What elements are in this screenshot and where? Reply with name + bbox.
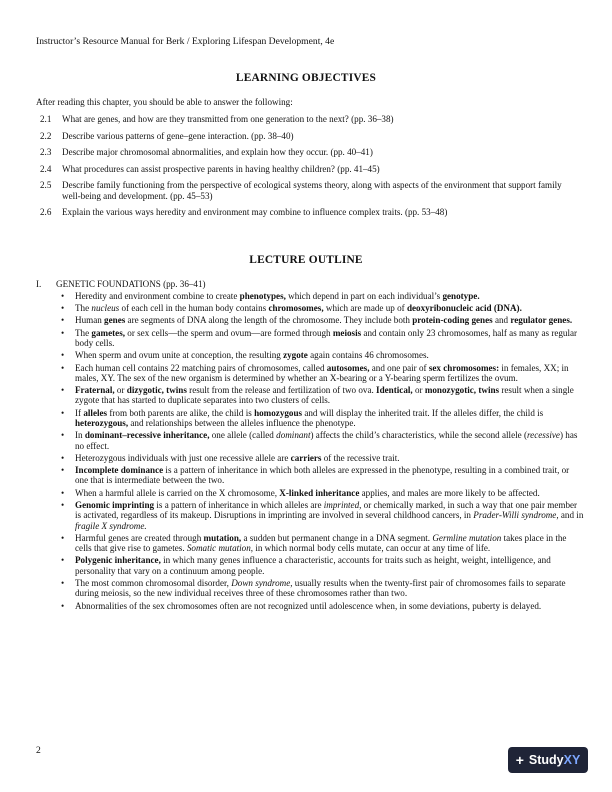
bullet-text: Human bbox=[75, 315, 105, 326]
outline-bullet bbox=[61, 500, 584, 531]
bullet-text: is a pattern of inheritance in which alleles are bbox=[154, 499, 324, 510]
key-term: zygote bbox=[283, 350, 308, 361]
key-term: mutation, bbox=[203, 532, 242, 543]
bullet-text: The bbox=[75, 303, 92, 314]
bullet-text: usually results when the twenty-first pair of chromosomes fails to separate during meiosis, so the new individual receives three of these chromosomes rather than two. bbox=[75, 577, 566, 599]
bullet-text: takes place in the cells that give rise to gametes. bbox=[75, 532, 567, 554]
italic-term: Down syndrome, bbox=[231, 577, 293, 588]
objective-number: 2.2 bbox=[40, 130, 52, 141]
objective-item bbox=[40, 147, 580, 157]
key-term: homozygous bbox=[254, 407, 303, 418]
page-number: 2 bbox=[36, 745, 41, 756]
key-term: Incomplete dominance bbox=[75, 465, 164, 476]
key-term: genotype. bbox=[442, 291, 480, 301]
bullet-text: and bbox=[492, 315, 511, 326]
bullet-text: and one pair of bbox=[369, 362, 429, 373]
key-term: sex chromosomes: bbox=[428, 362, 500, 373]
italic-term: fragile X syndrome. bbox=[75, 520, 147, 531]
bullet-text: When sperm and ovum unite at conception, the resulting bbox=[75, 350, 284, 361]
bullet-text: ) has no effect. bbox=[75, 430, 578, 451]
key-term: autosomes, bbox=[326, 362, 370, 373]
bullet-text: which depend in part on each individual’s bbox=[285, 291, 443, 301]
key-term: chromosomes, bbox=[268, 303, 324, 314]
bullet-text: is a pattern of inheritance in which both alleles are expressed in the phenotype, resulting in a combined trait, or one that is intermediate between the two. bbox=[75, 465, 570, 486]
bullet-text: and contain only 23 chromosomes, half as many as regular body cells. bbox=[75, 327, 578, 349]
outline-bullet bbox=[61, 350, 584, 360]
section-roman-numeral: I. bbox=[36, 279, 42, 289]
objective-item bbox=[40, 207, 580, 217]
outline-bullet bbox=[61, 385, 584, 406]
bullet-text: and in bbox=[558, 510, 584, 521]
key-term: gametes, bbox=[91, 327, 126, 338]
objective-number: 2.5 bbox=[40, 180, 52, 191]
bullet-text: of each cell in the human body contains bbox=[119, 303, 269, 314]
bullet-text: in females, XX; in males, XY. The sex of the new organism is determined by whether an X-bearing or a Y-bearing sperm fertilizes the ovum. bbox=[75, 362, 569, 383]
objective-text: What procedures can assist prospective parents in having healthy children? (pp. 41–45) bbox=[62, 163, 380, 174]
bullet-text: If bbox=[75, 407, 84, 418]
bullet-text: In bbox=[75, 430, 85, 441]
outline-bullet bbox=[61, 601, 584, 611]
key-term: regulator genes. bbox=[510, 315, 573, 326]
outline-bullet bbox=[61, 430, 584, 451]
outline-bullet bbox=[61, 328, 584, 349]
objective-text: Describe major chromosomal abnormalities, and explain how they occur. (pp. 40–41) bbox=[62, 147, 373, 158]
key-term: genes bbox=[104, 315, 126, 326]
bullet-text: of the recessive trait. bbox=[321, 452, 400, 463]
bullet-text: and relationships between the alleles influence the phenotype. bbox=[128, 418, 356, 429]
objectives-intro: After reading this chapter, you should be able to answer the following: bbox=[36, 97, 293, 107]
objective-number: 2.3 bbox=[40, 147, 52, 158]
objective-text: Describe various patterns of gene–gene interaction. (pp. 38–40) bbox=[62, 130, 294, 141]
italic-term: Germline mutation bbox=[432, 532, 502, 543]
bullet-text: again contains 46 chromosomes. bbox=[307, 350, 429, 361]
outline-bullet bbox=[61, 303, 584, 313]
italic-term: dominant bbox=[276, 430, 311, 441]
outline-bullet-list bbox=[61, 291, 584, 611]
italic-term: imprinted, bbox=[323, 499, 362, 510]
objective-item bbox=[40, 164, 580, 174]
italic-term: recessive bbox=[526, 430, 560, 441]
bullet-text: The bbox=[75, 327, 92, 338]
objective-text: Explain the various ways heredity and environment may combine to influence complex traits. (pp. 53–48) bbox=[62, 207, 448, 218]
learning-objectives-title: LEARNING OBJECTIVES bbox=[235, 72, 377, 84]
objective-item bbox=[40, 131, 580, 141]
bullet-text: Harmful genes are created through bbox=[75, 532, 204, 543]
italic-term: Somatic mutation, bbox=[186, 543, 254, 554]
bullet-text: and will display the inherited trait. If the alleles differ, the child is bbox=[302, 407, 544, 418]
section-heading bbox=[36, 279, 584, 289]
bullet-text: called bbox=[252, 430, 274, 441]
brand-main: Study bbox=[528, 753, 564, 767]
key-term: carriers bbox=[290, 452, 322, 463]
outline-section bbox=[36, 279, 584, 613]
objective-number: 2.6 bbox=[40, 207, 52, 218]
brand-accent: XY bbox=[563, 753, 581, 767]
outline-bullet bbox=[61, 533, 584, 554]
bullet-text: or chemically marked, in such a way that one pair member is activated, regardless of its makeup. Disruptions in imprinting are involved in several childhood cancers, in bbox=[75, 499, 578, 521]
key-term: Genomic imprinting bbox=[75, 499, 155, 510]
bullet-text: applies, and males are more likely to be affected. bbox=[359, 487, 540, 498]
objective-number: 2.4 bbox=[40, 163, 52, 174]
bullet-text: ) affects the child’s characteristics, while the second allele ( bbox=[310, 430, 527, 441]
outline-bullet bbox=[61, 363, 584, 384]
italic-term: nucleus bbox=[91, 303, 120, 314]
key-term: monozygotic, twins bbox=[424, 385, 500, 396]
section-title: GENETIC FOUNDATIONS (pp. 36–41) bbox=[56, 279, 206, 289]
bullet-text: The most common chromosomal disorder, bbox=[75, 577, 232, 588]
outline-bullet bbox=[61, 578, 584, 599]
bullet-text: or bbox=[412, 385, 425, 396]
bullet-text: one allele ( bbox=[209, 430, 253, 441]
key-term: deoxyribonucleic acid (DNA). bbox=[406, 303, 522, 314]
key-term: Fraternal, bbox=[75, 385, 115, 396]
objective-number: 2.1 bbox=[40, 114, 52, 124]
running-head: Instructor’s Resource Manual for Berk / Exploring Lifespan Development, 4e bbox=[36, 36, 335, 47]
lecture-outline-title: LECTURE OUTLINE bbox=[249, 254, 363, 266]
objective-item bbox=[40, 180, 580, 201]
bullet-text: Each human cell contains 22 matching pairs of chromosomes, called bbox=[75, 362, 327, 373]
objective-text: What are genes, and how are they transmitted from one generation to the next? (pp. 36–38) bbox=[62, 114, 394, 124]
bullet-text: a sudden but permanent change in a DNA segment. bbox=[241, 532, 433, 543]
bullet-text: Abnormalities of the sex chromosomes often are not recognized until adolescence when, in some deviations, puberty is delayed. bbox=[75, 600, 542, 611]
outline-bullet bbox=[61, 315, 584, 325]
bullet-text: in which normal body cells mutate, can occur at any time of life. bbox=[253, 543, 491, 554]
outline-bullet bbox=[61, 555, 584, 576]
objective-item bbox=[40, 114, 580, 124]
outline-bullet bbox=[61, 408, 584, 429]
key-term: dominant–recessive inheritance, bbox=[84, 430, 210, 441]
bullet-text: are segments of DNA along the length of the chromosome. They include both bbox=[125, 315, 413, 326]
plus-icon: + bbox=[515, 752, 524, 768]
bullet-text: result when a single zygote that has started to duplicate separates into two clusters of cells. bbox=[75, 385, 574, 406]
bullet-text: When a harmful allele is carried on the X chromosome, bbox=[75, 487, 280, 498]
key-term: Polygenic inheritance, bbox=[75, 555, 161, 566]
bullet-text: Heterozygous individuals with just one recessive allele are bbox=[75, 452, 291, 463]
bullet-text: Heredity and environment combine to create bbox=[75, 291, 240, 301]
key-term: heterozygous, bbox=[75, 418, 129, 429]
outline-bullet bbox=[61, 291, 584, 301]
key-term: X-linked inheritance bbox=[279, 487, 360, 498]
key-term: alleles bbox=[83, 407, 108, 418]
key-term: meiosis bbox=[332, 327, 362, 338]
bullet-text: in which many genes influence a characteristic, accounts for traits such as height, weight, intelligence, and personality that vary on a continuum among people. bbox=[75, 555, 551, 576]
bullet-text: which are made up of bbox=[323, 303, 407, 314]
key-term: phenotypes, bbox=[239, 291, 286, 301]
outline-bullet bbox=[61, 453, 584, 463]
bullet-text: result from the release and fertilization of two ova. bbox=[186, 385, 377, 396]
outline-bullet bbox=[61, 488, 584, 498]
bullet-text: or bbox=[114, 385, 127, 396]
bullet-text: from both parents are alike, the child is bbox=[107, 407, 255, 418]
outline-bullet bbox=[61, 465, 584, 486]
key-term: Identical, bbox=[376, 385, 413, 396]
studyxy-logo[interactable] bbox=[508, 747, 588, 773]
objective-text: Describe family functioning from the perspective of ecological systems theory, along with aspects of the environment that support family well-being and development. (pp. 45–53) bbox=[62, 180, 562, 201]
bullet-text: or sex cells—the sperm and ovum—are formed through bbox=[125, 327, 333, 338]
key-term: protein-coding genes bbox=[412, 315, 493, 326]
key-term: dizygotic, twins bbox=[126, 385, 187, 396]
italic-term: Prader-Willi syndrome, bbox=[473, 510, 559, 521]
objectives-list bbox=[40, 114, 580, 224]
